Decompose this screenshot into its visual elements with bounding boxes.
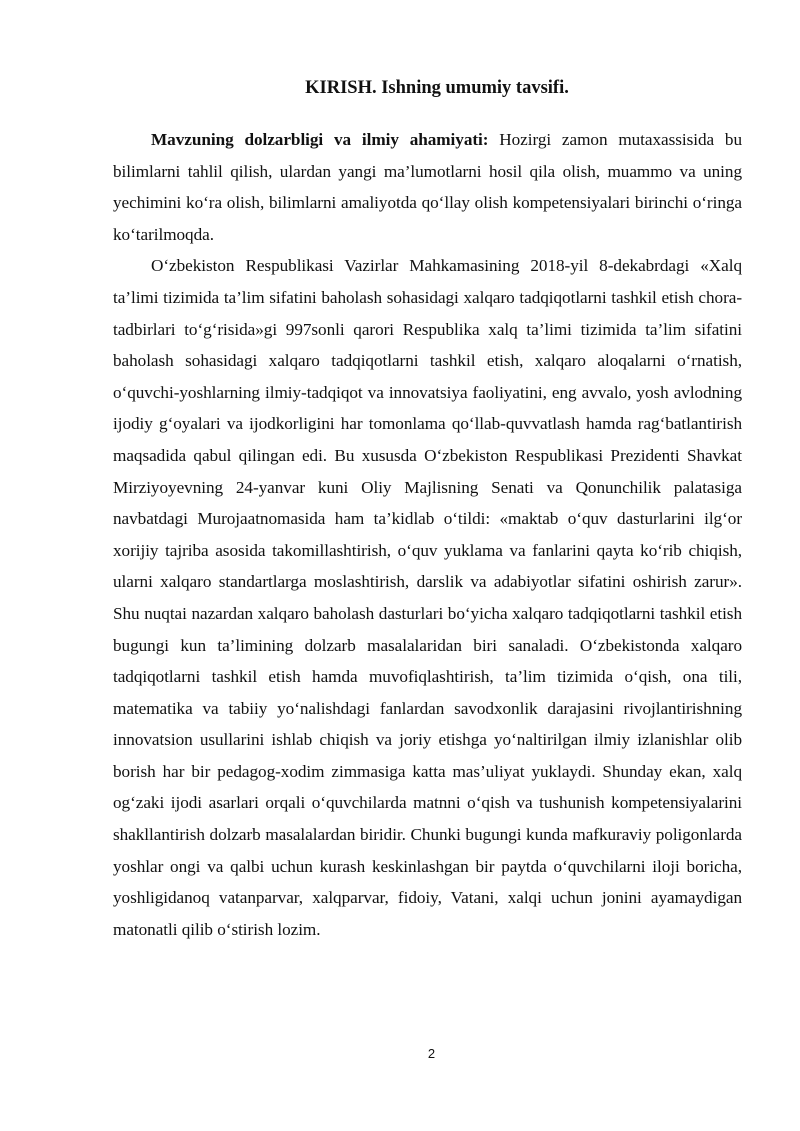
paragraph-lead: Mavzuning dolzarbligi va ilmiy ahamiyati: [151, 130, 489, 149]
page-number: 2 [427, 1046, 436, 1061]
paragraph-text: O‘zbekiston Respublikasi Vazirlar Mahkamasining 2018-yil 8-dekabrdagi «Xalq ta’limi tizimida ta’lim sifatini baholash sohasidagi xalqaro tadqiqotlarni tashkil etish chora-tadbirlari to‘g‘risida»gi 997sonli qarori Respublika xalq ta’limi tizimida ta’lim sifatini baholash sohasidagi xalqaro tadqiqotlarni tashkil etish, xalqaro aloqalarni o‘rnatish, o‘quvchi-yoshlarning ilmiy-tadqiqot va innovatsiya faoliyatini, eng avvalo, yosh avlodning ijodiy g‘oyalari va ijodkorligini har tomonlama qo‘llab-quvvatlash hamda rag‘batlantirish maqsadida qabul qilingan edi. Bu xususda O‘zbekiston Respublikasi Prezidenti Shavkat Mirziyoyevning 24-yanvar kuni Oliy Majlisning Senati va Qonunchilik palatasiga navbatdagi Murojaatnomasida ham ta’kidlab o‘tildi: «maktab o‘quv dasturlarini ilg‘or xorijiy tajriba asosida takomillashtirish, o‘quv yuklama va fanlarini qayta ko‘rib chiqish, ularni xalqaro standartlarga moslashtirish, darslik va adabiyotlar sifatini oshirish zarur». Shu nuqtai nazardan xalqaro baholash dasturlari bo‘yicha xalqaro tadqiqotlarni tashkil etish bugungi kun ta’limining dolzarb masalalaridan biri sanaladi. O‘zbekistonda xalqaro tadqiqotlarni tashkil etish hamda muvofiqlashtirish, ta’lim tizimida o‘qish, ona tili, matematika va tabiiy yo‘nalishdagi fanlardan savodxonlik darajasini rivojlantirishning innovatsion usullarini ishlab chiqish va joriy etishga yo‘naltirilgan ilmiy izlanishlar olib borish har bir pedagog-xodim zimmasiga katta mas’uliyat yuklaydi. Shunday ekan, xalq og‘zaki ijodi asarlari orqali o‘quvchilarda matnni o‘qish va tushunish kompetensiyalarini shakllantirish dolzarb masalalardan biridir. Chunki bugungi kunda mafkuraviy poligonlarda yoshlar ongi va qalbi uchun kurash keskinlashgan bir paytda o‘quvchilarni iloji boricha, yoshligidanoq vatanparvar, xalqparvar, fidoiy, Vatani, xalqi uchun jonini ayamaydigan matonatli qilib o‘stirish lozim. [113, 256, 742, 939]
paragraph-text: Hozirgi zamon mutaxassisida bu bilimlarni tahlil qilish, ulardan yangi ma’lumotlarni hosil qila olish, muammo va uning yechimini ko‘ra olish, bilimlarni amaliyotda qo‘llay olish kompetensiyalari birinchi o‘ringa ko‘tarilmoqda. [113, 130, 743, 244]
paragraph-main [113, 250, 742, 945]
section-heading: KIRISH. Ishning umumiy tavsifi. [305, 78, 569, 98]
document-body [113, 124, 742, 945]
paragraph-intro [113, 124, 742, 250]
